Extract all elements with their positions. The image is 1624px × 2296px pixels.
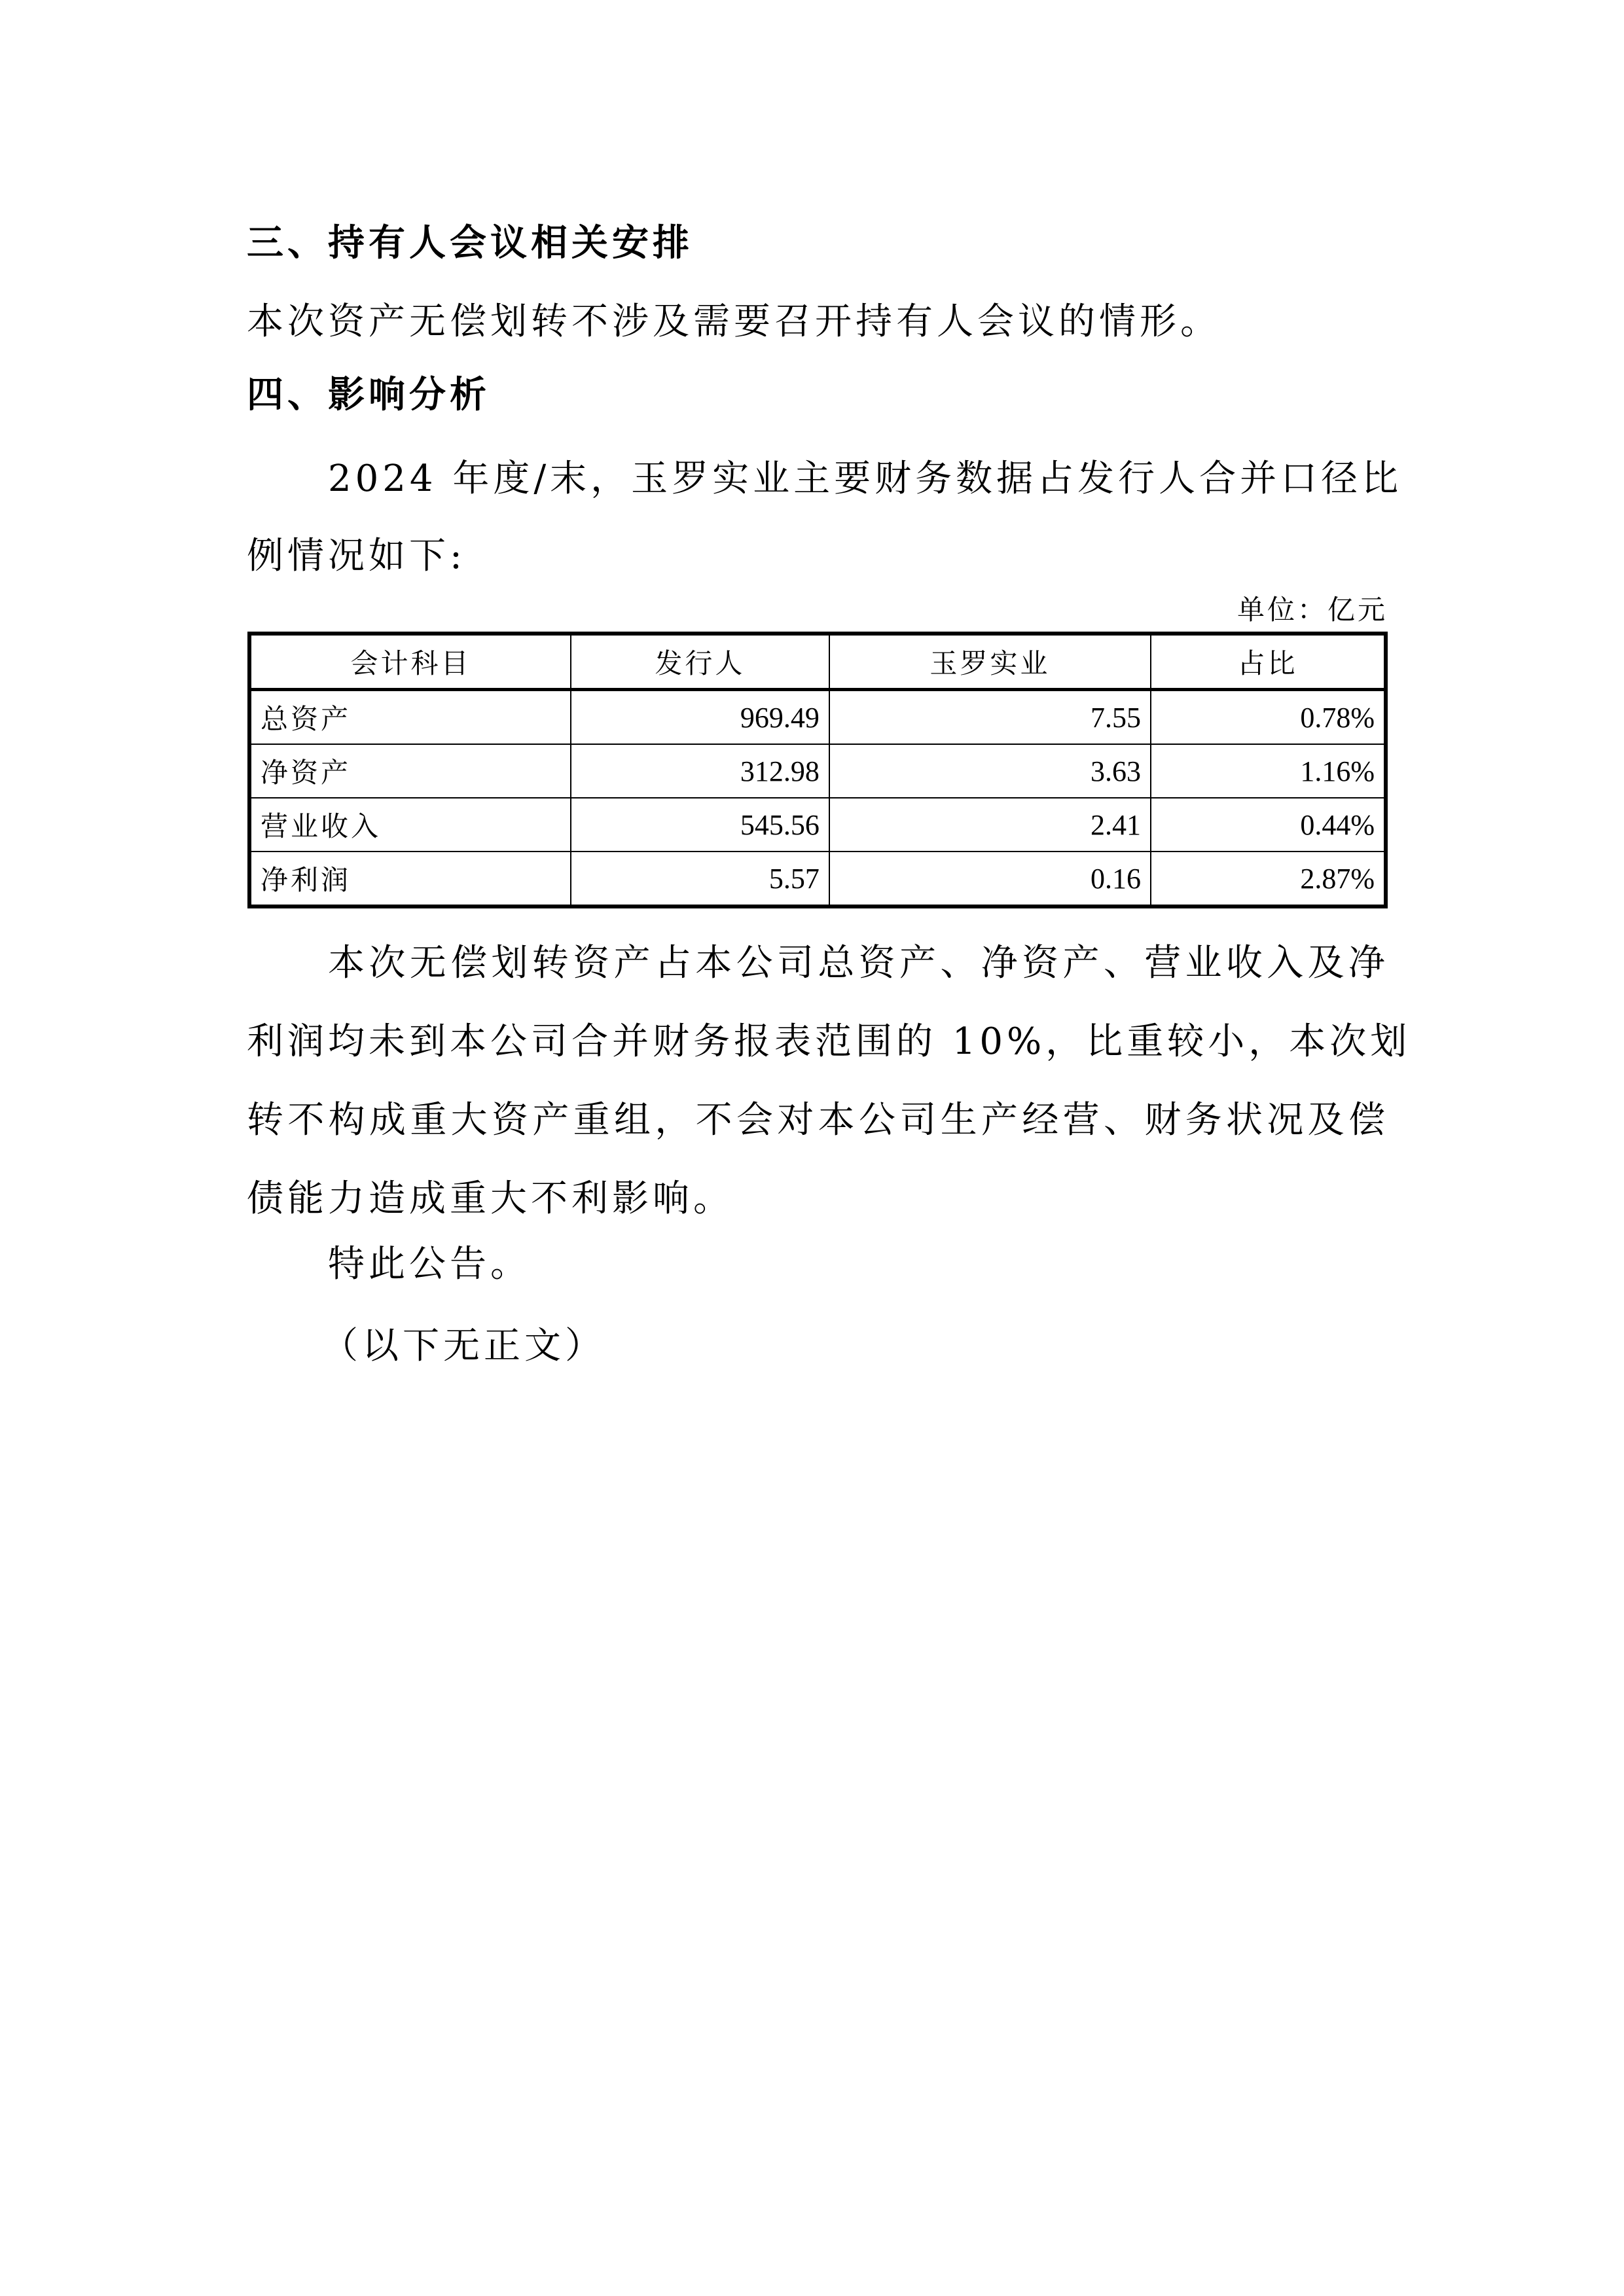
section-4-heading: 四、影响分析 (247, 374, 490, 416)
row-issuer-value: 969.49 (571, 690, 829, 745)
row-yuluo-value: 7.55 (829, 690, 1151, 745)
row-item: 总资产 (249, 690, 571, 745)
row-yuluo-value: 2.41 (829, 798, 1151, 852)
header-yuluo: 玉罗实业 (829, 634, 1151, 690)
intro-line-2: 例情况如下: (247, 535, 466, 577)
row-issuer-value: 5.57 (571, 852, 829, 906)
row-item: 营业收入 (249, 798, 571, 852)
table-header-row (249, 634, 1386, 690)
section-3-paragraph: 本次资产无偿划转不涉及需要召开持有人会议的情形。 (247, 300, 1221, 343)
conclusion-line-3: 转不构成重大资产重组，不会对本公司生产经营、财务状况及偿 (247, 1099, 1389, 1141)
unit-label: 单位：亿元 (1236, 594, 1388, 626)
section-3-heading: 三、持有人会议相关安排 (247, 222, 693, 264)
intro-line-1: 2024 年度/末，玉罗实业主要财务数据占发行人合并口径比 (328, 457, 1403, 500)
row-ratio-value: 0.78% (1151, 690, 1386, 745)
row-ratio-value: 1.16% (1151, 744, 1386, 798)
row-item: 净利润 (249, 852, 571, 906)
header-ratio: 占比 (1151, 634, 1386, 690)
conclusion-line-1: 本次无偿划转资产占本公司总资产、净资产、营业收入及净 (328, 942, 1389, 984)
conclusion-line-2: 利润均未到本公司合并财务报表范围的 10%，比重较小，本次划 (247, 1020, 1411, 1063)
end-note: （以下无正文） (321, 1325, 605, 1367)
row-yuluo-value: 3.63 (829, 744, 1151, 798)
closing-statement: 特此公告。 (328, 1243, 531, 1285)
table-row (249, 744, 1386, 798)
table-row (249, 798, 1386, 852)
row-ratio-value: 2.87% (1151, 852, 1386, 906)
row-item: 净资产 (249, 744, 571, 798)
row-ratio-value: 0.44% (1151, 798, 1386, 852)
table-row (249, 690, 1386, 745)
conclusion-line-4: 债能力造成重大不利影响。 (247, 1177, 734, 1220)
financial-data-table (247, 632, 1388, 908)
header-issuer: 发行人 (571, 634, 829, 690)
row-issuer-value: 545.56 (571, 798, 829, 852)
row-yuluo-value: 0.16 (829, 852, 1151, 906)
row-issuer-value: 312.98 (571, 744, 829, 798)
header-account-item: 会计科目 (249, 634, 571, 690)
table-row (249, 852, 1386, 906)
